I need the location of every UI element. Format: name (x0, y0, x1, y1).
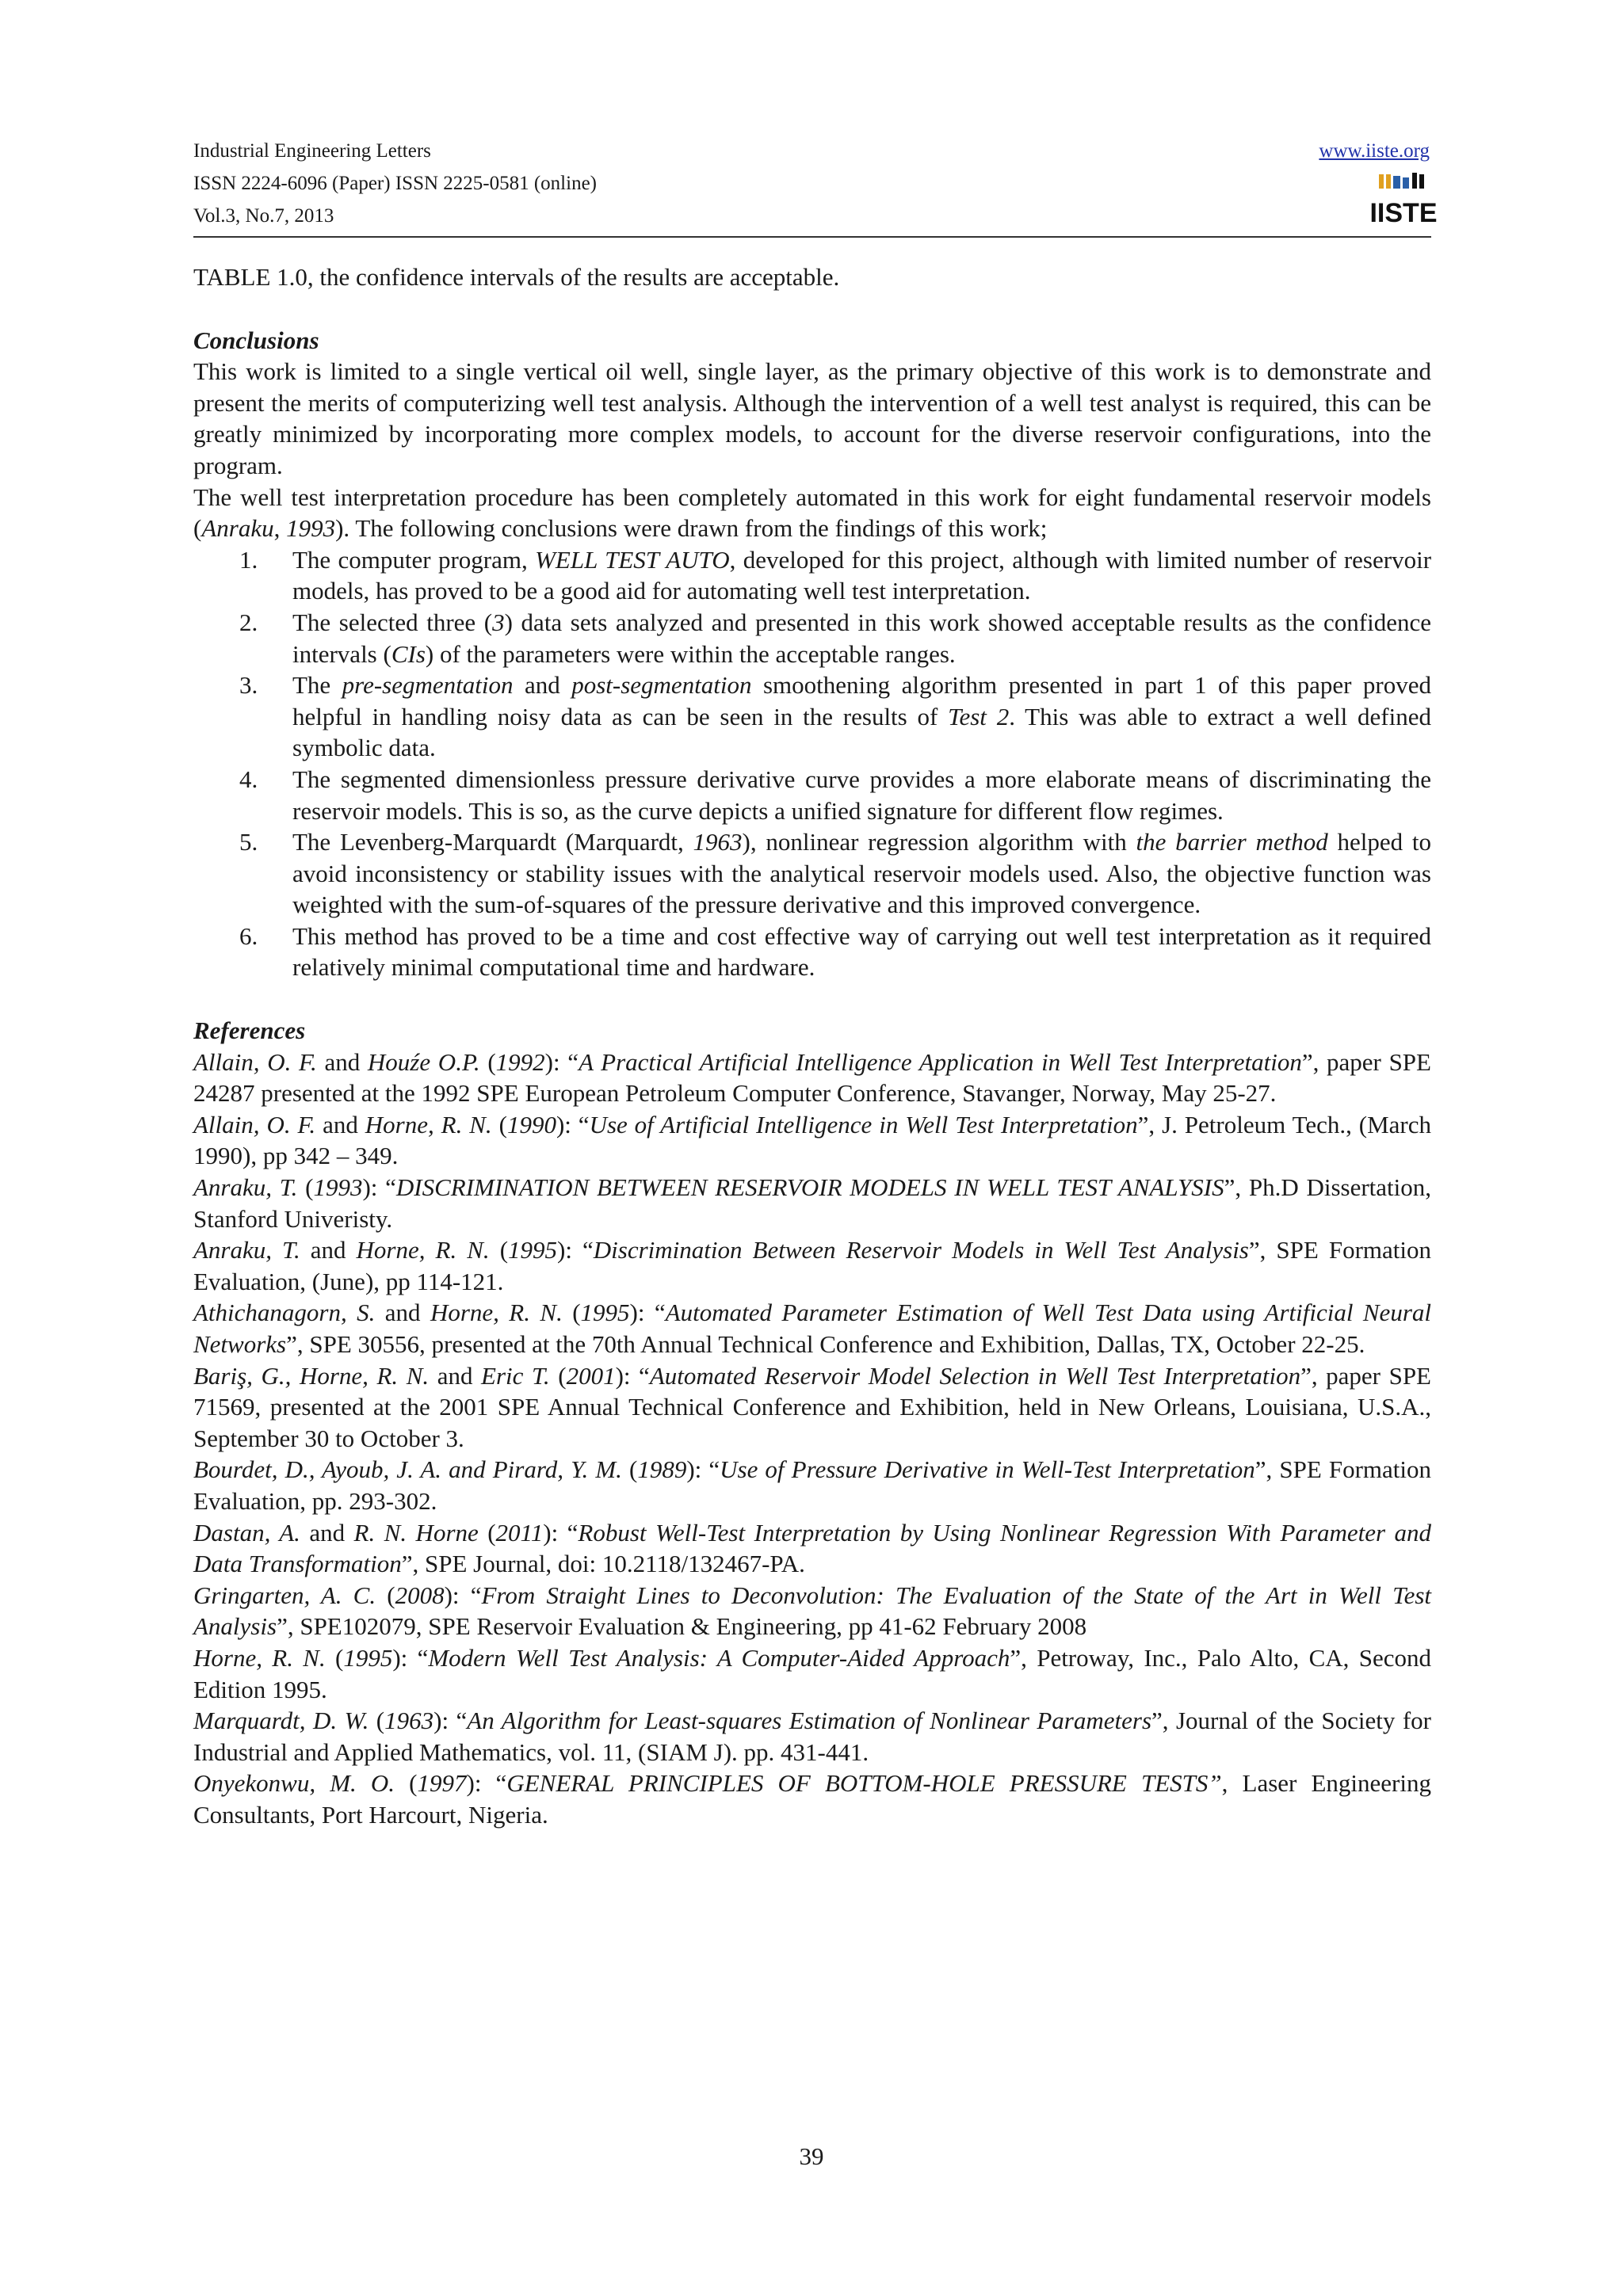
conclusion-item: 4. The segmented dimensionless pressure derivative curve provides a more elaborate means of discriminating the reservoir models. This is so, as the curve depicts a unified signature for different flow regimes. (239, 765, 1431, 825)
references-heading: References (193, 1016, 306, 1045)
conclusion-item: 6. This method has proved to be a time and cost effective way of carrying out well test interpretation as it required relatively minimal computational time and hardware. (239, 921, 1431, 982)
reference-entry: Allain, O. F. and Horne, R. N. (1990): “Use of Artificial Intelligence in Well Test Interpretation”, J. Petroleum Tech., (March 1990), pp 342 – 349. (193, 1110, 1432, 1170)
reference-entry: Onyekonwu, M. O. (1997): “GENERAL PRINCIPLES OF BOTTOM-HOLE PRESSURE TESTS”, Laser Engineering Consultants, Port Harcourt, Nigeria. (193, 1769, 1431, 1829)
reference-entry: Bariş, G., Horne, R. N. and Eric T. (2001): “Automated Reservoir Model Selection in Well Test Interpretation”, paper SPE 71569, presented at the 2001 SPE Annual Technical Conference and Exhibition, held in New Orleans, Louisiana, U.S.A., September 30 to October 3. (193, 1361, 1431, 1452)
list-number: 2. (239, 608, 258, 636)
reference-entry: Bourdet, D., Ayoub, J. A. and Pirard, Y. M. (1989): “Use of Pressure Derivative in Well-Test Interpretation”, SPE Formation Evaluation, pp. 293-302. (193, 1455, 1432, 1515)
header-rule (193, 236, 1431, 238)
journal-url-link[interactable]: www.iiste.org (1319, 140, 1430, 162)
intro-line: TABLE 1.0, the confidence intervals of the results are acceptable. (193, 263, 840, 291)
reference-entry: Gringarten, A. C. (2008): “From Straight Lines to Deconvolution: The Evaluation of the State of the Art in Well Test Analysis”, SPE102079, SPE Reservoir Evaluation & Engineering, pp 41-62 February 2008 (193, 1581, 1432, 1641)
conclusions-paragraph-2: The well test interpretation procedure has been completely automated in this work for eight fundamental reservoir models (Anraku, 1993). The following conclusions were drawn from the findings of this work; (193, 482, 1431, 543)
conclusion-item: 5. The Levenberg-Marquardt (Marquardt, 1963), nonlinear regression algorithm with the barrier method helped to avoid inconsistency or stability issues with the analytical reservoir models used. Also, the objective function was weighted with the sum-of-squares of the pressure derivative and this improved convergence. (239, 828, 1431, 919)
reference-entry: Anraku, T. (1993): “DISCRIMINATION BETWEEN RESERVOIR MODELS IN WELL TEST ANALYSIS”, Ph.D Dissertation, Stanford Univeristy. (193, 1173, 1432, 1233)
list-number: 4. (239, 765, 258, 793)
main-content (193, 261, 1431, 1831)
reference-entry: Athichanagorn, S. and Horne, R. N. (1995): “Automated Parameter Estimation of Well Test Data using Artificial Neural Networks”, SPE 30556, presented at the 70th Annual Technical Conference and Exhibition, Dallas, TX, October 22-25. (193, 1299, 1431, 1358)
conclusion-item: 1. The computer program, WELL TEST AUTO, developed for this project, although with limited number of reservoir models, has proved to be a good aid for automating well test interpretation. (239, 545, 1432, 605)
conclusions-paragraph-1: This work is limited to a single vertical oil well, single layer, as the primary objective of this work is to demonstrate and present the merits of computerizing well test analysis. Although the intervention of a well test analyst is required, this can be greatly minimized by incorporating more complex models, to account for the diverse reservoir configurations, into the program. (193, 357, 1431, 479)
reference-entry: Horne, R. N. (1995): “Modern Well Test Analysis: A Computer-Aided Approach”, Petroway, Inc., Palo Alto, CA, Second Edition 1995. (193, 1643, 1431, 1703)
reference-entry: Dastan, A. and R. N. Horne (2011): “Robust Well-Test Interpretation by Using Nonlinear Regression With Parameter and Data Transformation”, SPE Journal, doi: 10.2118/132467-PA. (193, 1518, 1431, 1578)
issn-line: ISSN 2224-6096 (Paper) ISSN 2225-0581 (online) (193, 173, 597, 194)
iiste-logo (1369, 171, 1438, 228)
conclusions-list (193, 544, 1431, 983)
list-number: 1. (239, 545, 258, 574)
conclusions-heading: Conclusions (193, 326, 319, 354)
list-number: 6. (239, 921, 258, 950)
list-number: 3. (239, 671, 258, 700)
logo-text: IISTE (1369, 198, 1438, 228)
conclusion-item: 2. The selected three (3) data sets analyzed and presented in this work showed acceptable results as the confidence intervals (CIs) of the parameters were within the acceptable ranges. (239, 608, 1431, 668)
reference-entry: Allain, O. F. and Houźe O.P. (1992): “A Practical Artificial Intelligence Application in Well Test Interpretation”, paper SPE 24287 presented at the 1992 SPE European Petroleum Computer Conference, Stavanger, Norway, May 25-27. (193, 1047, 1431, 1108)
reference-entry: Anraku, T. and Horne, R. N. (1995): “Discrimination Between Reservoir Models in Well Test Analysis”, SPE Formation Evaluation, (June), pp 114-121. (193, 1236, 1432, 1295)
page-number: 39 (799, 2142, 824, 2170)
volume-line: Vol.3, No.7, 2013 (193, 205, 334, 227)
list-number: 5. (239, 828, 258, 856)
page-header (193, 135, 1438, 232)
journal-name: Industrial Engineering Letters (193, 140, 431, 162)
reference-entry: Marquardt, D. W. (1963): “An Algorithm for Least-squares Estimation of Nonlinear Parameters”, Journal of the Society for Industrial and Applied Mathematics, vol. 11, (SIAM J). pp. 431-441. (193, 1707, 1431, 1766)
conclusion-item: 3. The pre-segmentation and post-segmentation smoothening algorithm presented in part 1 of this paper proved helpful in handling noisy data as can be seen in the results of Test 2. This was able to extract a well defined symbolic data. (239, 671, 1431, 762)
references-list (193, 1047, 1431, 1831)
